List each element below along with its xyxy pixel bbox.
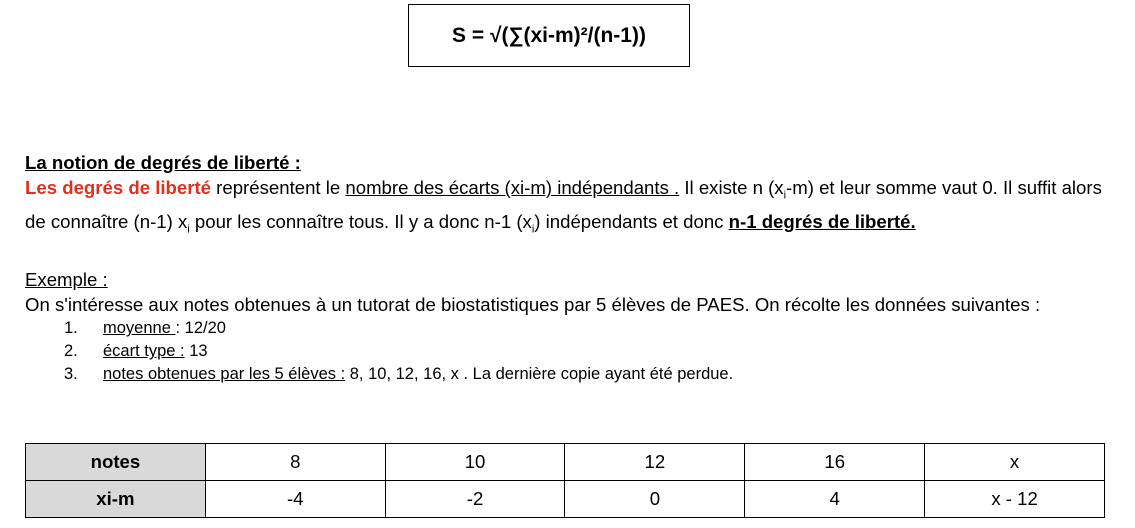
definition-text: pour les connaître tous. Il y a donc n-1 (x — [189, 210, 532, 232]
definition-text: ) indépendants et donc — [534, 210, 729, 232]
list-item — [25, 363, 1105, 386]
definition-paragraph — [25, 175, 1105, 242]
table-cell: 4 — [745, 481, 925, 518]
notes-table — [25, 443, 1105, 518]
table-cell: 16 — [745, 444, 925, 481]
table-cell: 12 — [565, 444, 745, 481]
document-body — [25, 150, 1105, 386]
definition-term: Les degrés de liberté — [25, 177, 212, 198]
list-value: : 12/20 — [175, 319, 226, 338]
list-value: 8, 10, 12, 16, x . La dernière copie ayant été perdue. — [345, 365, 734, 384]
subscript-i: i — [783, 189, 787, 202]
list-number: 2. — [64, 342, 78, 361]
table-cell: x — [925, 444, 1105, 481]
table-cell: 0 — [565, 481, 745, 518]
list-number: 1. — [64, 319, 78, 338]
table-cell: -4 — [205, 481, 385, 518]
definition-text: représentent le — [211, 177, 346, 198]
table-cell: 10 — [385, 444, 565, 481]
table-cell: 8 — [205, 444, 385, 481]
list-number: 3. — [64, 365, 78, 384]
table-cell: x - 12 — [925, 481, 1105, 518]
table-cell: -2 — [385, 481, 565, 518]
example-list — [25, 317, 1105, 386]
row-header: xi-m — [26, 481, 206, 518]
list-value: 13 — [184, 342, 208, 361]
list-label: écart type : — [103, 342, 185, 361]
definition-underlined: nombre des écarts (xi-m) indépendants . — [345, 177, 680, 198]
example-heading: Exemple : — [25, 269, 108, 291]
example-intro: On s'intéresse aux notes obtenues à un tutorat de biostatistiques par 5 élèves de PAES. On récolte les données suivantes : — [25, 294, 1041, 316]
subscript-i: i — [531, 223, 535, 236]
section-title: La notion de degrés de liberté : — [25, 152, 301, 173]
std-dev-formula: S = √(∑(xi-m)²/(n-1)) — [452, 23, 646, 47]
definition-bold-end: n-1 degrés de liberté. — [728, 210, 916, 232]
table-row — [26, 481, 1105, 518]
list-label: moyenne — [103, 319, 176, 338]
list-item — [25, 340, 1105, 363]
list-label: notes obtenues par les 5 élèves : — [103, 365, 346, 384]
definition-text: Il existe n (x — [679, 177, 784, 198]
definition-text: -m) et leur somme vaut 0. Il suffit alors de connaître (n-1) x — [25, 177, 1102, 232]
row-header: notes — [26, 444, 206, 481]
subscript-i: i — [187, 223, 190, 236]
list-item — [25, 317, 1105, 340]
formula-box — [408, 4, 690, 67]
table-row — [26, 444, 1105, 481]
